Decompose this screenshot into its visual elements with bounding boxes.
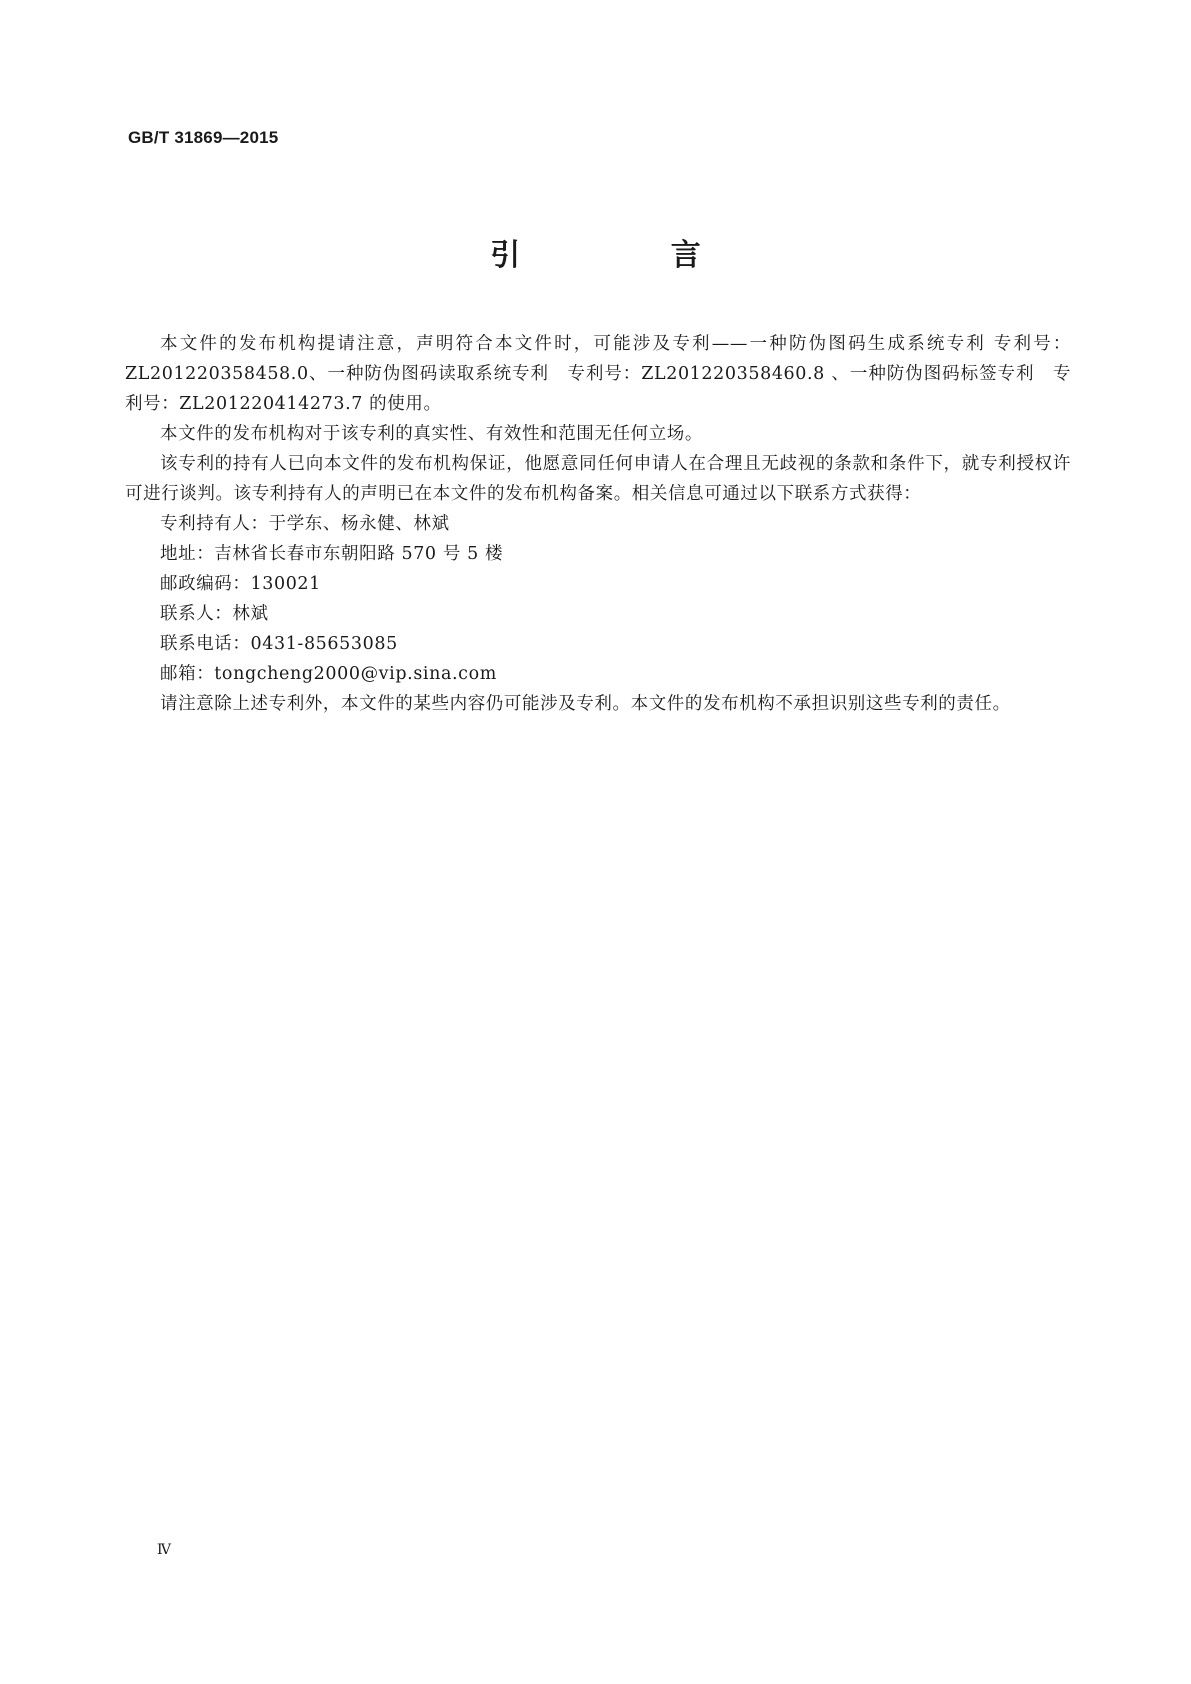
page-number: Ⅳ — [157, 1543, 171, 1558]
address-line: 地址：吉林省长春市东朝阳路 570 号 5 楼 — [160, 544, 504, 564]
postcode-line: 邮政编码：130021 — [160, 574, 321, 594]
holder-assurance-paragraph: 该专利的持有人已向本文件的发布机构保证，他愿意同任何申请人在合理且无歧视的条款和条件下，就专利授权许可进行谈判。该专利持有人的声明已在本文件的发布机构备案。相关信息可通过以下联系方式获得： — [125, 454, 1071, 504]
disclaimer-paragraph: 请注意除上述专利外，本文件的某些内容仍可能涉及专利。本文件的发布机构不承担识别这些专利的责任。 — [160, 694, 1011, 714]
position-paragraph: 本文件的发布机构对于该专利的真实性、有效性和范围无任何立场。 — [160, 424, 703, 444]
contact-line: 联系人：林斌 — [160, 604, 269, 624]
patent-notice-paragraph: 本文件的发布机构提请注意，声明符合本文件时，可能涉及专利——一种防伪图码生成系统专利 专利号：ZL201220358458.0、一种防伪图码读取系统专利 专利号：ZL201220358460.8 、一种防伪图码标签专利 专利号：ZL201220414273.7 的使用。 — [125, 334, 1071, 414]
page-title: 引 言 — [490, 238, 771, 273]
patent-holder-line: 专利持有人：于学东、杨永健、林斌 — [160, 514, 450, 534]
document-body — [125, 329, 1071, 719]
standard-code: GB/T 31869—2015 — [128, 128, 279, 147]
phone-line: 联系电话：0431-85653085 — [160, 634, 398, 654]
email-line: 邮箱：tongcheng2000@vip.sina.com — [160, 664, 497, 684]
